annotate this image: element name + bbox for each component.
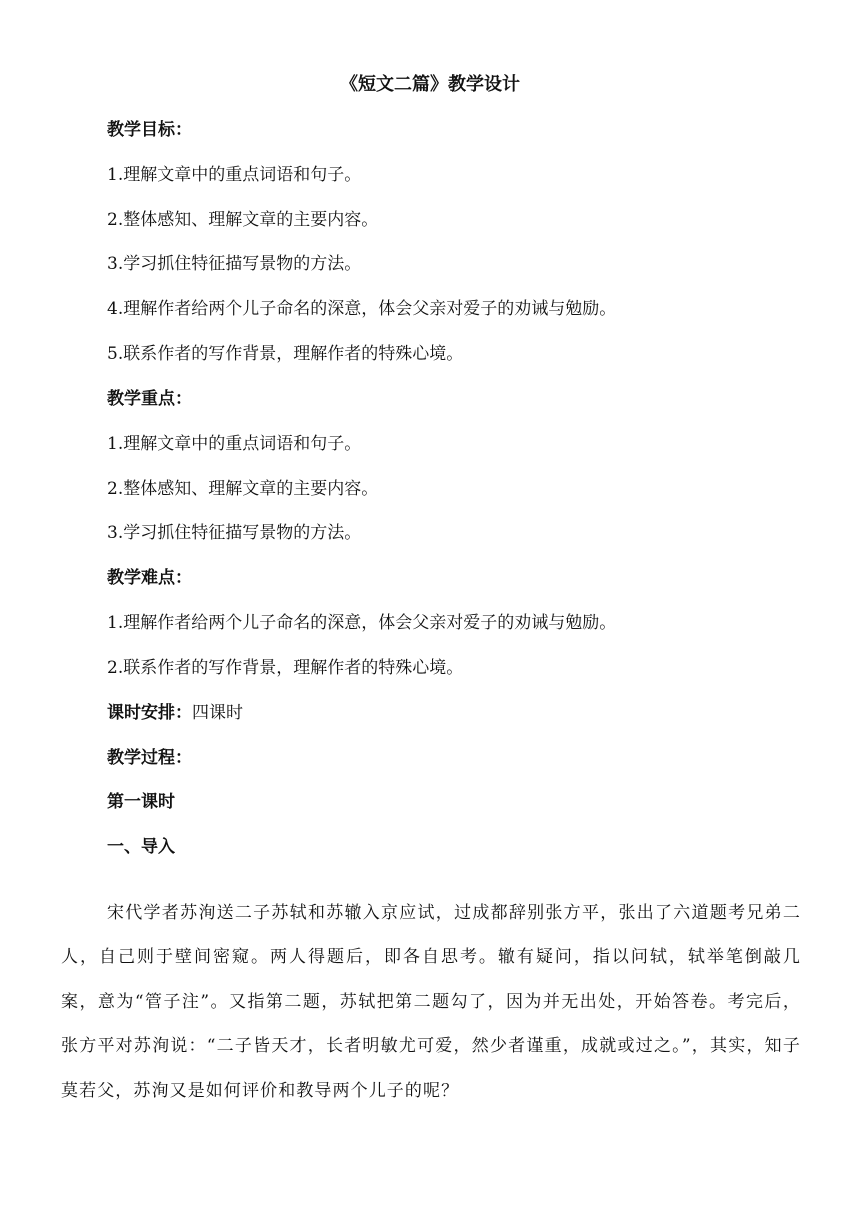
section-heading: 一、导入 — [107, 837, 175, 857]
difficulties-heading: 教学难点： — [107, 568, 192, 588]
objectives-heading: 教学目标： — [107, 120, 192, 140]
key-points-heading: 教学重点： — [107, 389, 192, 409]
difficulty-item-2: 2.联系作者的写作背景，理解作者的特殊心境。 — [107, 658, 464, 678]
process-heading: 教学过程： — [107, 748, 192, 768]
lesson-heading: 第一课时 — [107, 792, 175, 812]
document-title: 《短文二篇》教学设计 — [340, 74, 520, 95]
key-point-item-2: 2.整体感知、理解文章的主要内容。 — [107, 479, 379, 499]
objective-item-4: 4.理解作者给两个儿子命名的深意，体会父亲对爱子的劝诫与勉励。 — [107, 299, 617, 319]
key-point-item-1: 1.理解文章中的重点词语和句子。 — [107, 434, 362, 454]
objective-item-1: 1.理解文章中的重点词语和句子。 — [107, 165, 362, 185]
objective-item-5: 5.联系作者的写作背景，理解作者的特殊心境。 — [107, 344, 464, 364]
difficulty-item-1: 1.理解作者给两个儿子命名的深意，体会父亲对爱子的劝诫与勉励。 — [107, 613, 617, 633]
schedule-label: 课时安排： — [107, 703, 192, 723]
key-point-item-3: 3.学习抓住特征描写景物的方法。 — [107, 523, 362, 543]
schedule-value: 四课时 — [192, 703, 243, 723]
objective-item-3: 3.学习抓住特征描写景物的方法。 — [107, 254, 362, 274]
intro-paragraph: 宋代学者苏洵送二子苏轼和苏辙入京应试，过成都辞别张方平，张出了六道题考兄弟二人，自己则于壁间密窥。两人得题后，即各自思考。辙有疑问，指以问轼，轼举笔倒敲几案，意为“管子注”。又指第二题，苏轼把第二题勾了，因为并无出处，开始答卷。考完后，张方平对苏洵说：“二子皆天才，长者明敏尤可爱，然少者谨重，成就或过之。”，其实，知子莫若父，苏洵又是如何评价和教导两个儿子的呢？ — [61, 903, 801, 1101]
schedule-line — [107, 698, 243, 728]
objective-item-2: 2.整体感知、理解文章的主要内容。 — [107, 210, 379, 230]
